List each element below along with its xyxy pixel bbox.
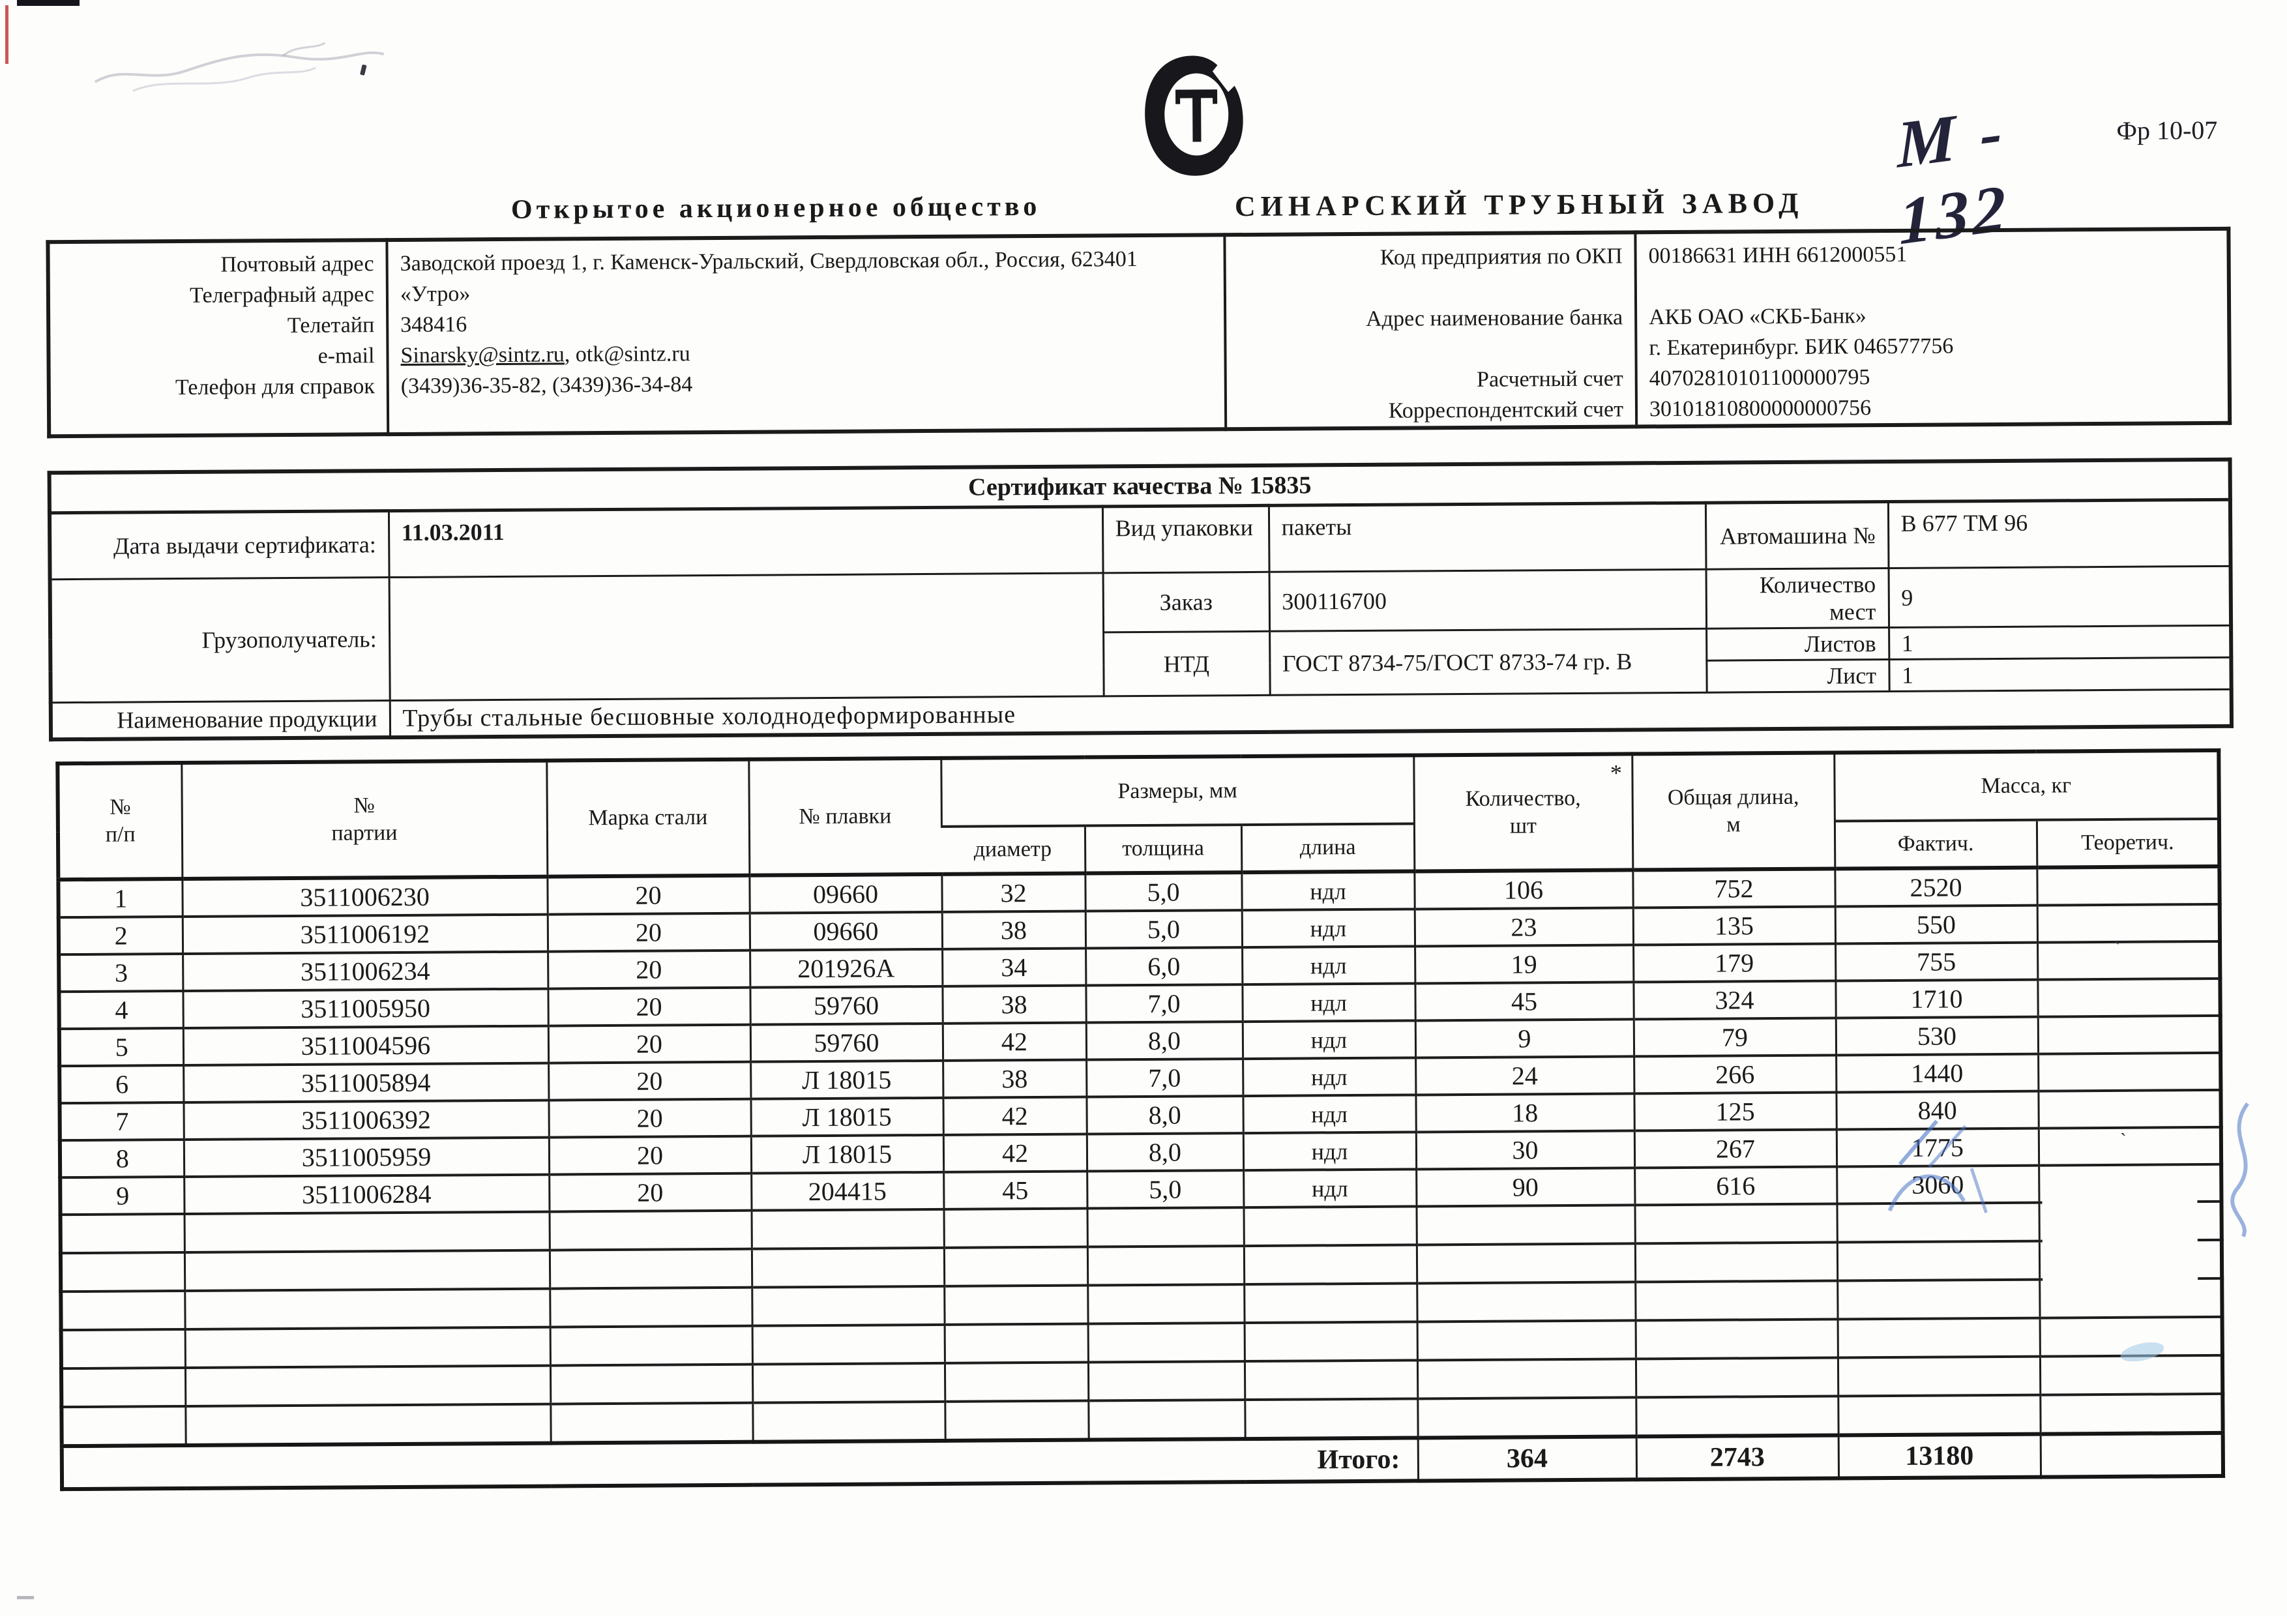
pen-squiggle-margin	[2214, 1098, 2273, 1242]
settlement-account-label: Расчетный счет	[1476, 366, 1623, 392]
totals-label: Итого:	[62, 1438, 1418, 1489]
telegraph-address-label: Телеграфный адрес	[189, 282, 375, 308]
sheet-value: 1	[1889, 657, 2231, 691]
table-row: 6 3511005894 20 Л 18015 38 7,0 ндл 24 266 1440	[59, 1053, 2221, 1103]
bank-city-bik-value: г. Екатеринбург. БИК 046577756	[1649, 334, 1954, 361]
table-row: 7 3511006392 20 Л 18015 42 8,0 ндл 18 125 840	[59, 1090, 2221, 1140]
okp-label: Код предприятия по ОКП	[1380, 244, 1623, 270]
scanner-edge-bar	[17, 0, 80, 6]
table-row: 4 3511005950 20 59760 38 7,0 ндл 45 324 1710	[59, 979, 2220, 1029]
issue-date-value: 11.03.2011	[389, 507, 1103, 578]
table-row: 9 3511006284 20 204415 45 5,0 ндл 90 616 3060	[60, 1164, 2221, 1215]
org-type-title: Открытое акционерное общество	[510, 191, 1041, 225]
melt-header: № плавки	[748, 758, 941, 876]
correspondent-account-value: 30101810800000000756	[1649, 396, 1872, 422]
ntd-label: НТД	[1103, 631, 1270, 696]
bank-values-cell	[1635, 229, 2230, 427]
sintz-logo-icon	[1136, 53, 1252, 179]
pencil-scribble	[87, 29, 394, 110]
pen-blot	[2110, 1335, 2175, 1368]
places-value: 9	[1889, 566, 2232, 627]
thickness-header: толщина	[1085, 825, 1241, 873]
mass-fact-header: Фактич.	[1835, 820, 2037, 869]
table-row: 1 3511006230 20 09660 32 5,0 ндл 106 752 2520	[58, 866, 2219, 917]
okp-inn-value: 00186631 ИНН 6612000551	[1648, 242, 1908, 269]
order-label: Заказ	[1103, 572, 1270, 632]
postal-address-label: Почтовый адрес	[220, 252, 374, 277]
truck-value: В 677 ТМ 96	[1888, 499, 2231, 568]
packaging-value: пакеты	[1269, 503, 1706, 572]
bank-name-value: АКБ ОАО «СКБ-Банк»	[1649, 304, 1866, 330]
total-length-header: Общая длина, м	[1632, 753, 1835, 870]
packaging-label: Вид упаковки	[1102, 505, 1269, 573]
mass-header: Масса, кг	[1834, 750, 2219, 821]
form-code: Фр 10-07	[2116, 115, 2218, 145]
contact-labels-cell	[48, 240, 388, 436]
mass-theor-header: Теоретич.	[2037, 819, 2219, 868]
sheet-label: Лист	[1706, 660, 1889, 693]
teletype-label: Телетайп	[287, 313, 375, 338]
consignee-label: Грузополучатель:	[50, 578, 390, 703]
correspondent-account-label: Корреспондентский счет	[1388, 397, 1624, 423]
telegraph-address-value: «Утро»	[400, 282, 471, 306]
bank-label: Адрес наименование банка	[1366, 305, 1623, 331]
table-row: 8 3511005959 20 Л 18015 42 8,0 ндл 30 267 1775	[60, 1127, 2221, 1177]
postal-address-value: Заводской проезд 1, г. Каменск-Уральский, Свердловская обл., Россия, 623401	[400, 247, 1138, 276]
product-label: Наименование продукции	[51, 701, 390, 739]
table-row: 2 3511006192 20 09660 38 5,0 ндл 23 135 550	[59, 904, 2220, 954]
contacts-table	[46, 227, 2232, 438]
email-primary: Sinarsky@sintz.ru	[400, 342, 565, 368]
pen-mark-row9	[1880, 1154, 2005, 1226]
qty-asterisk: *	[1610, 760, 1623, 786]
whiteout-patch	[2042, 1195, 2198, 1301]
phone-label: Телефон для справок	[175, 374, 375, 400]
email-label: e-mail	[317, 344, 375, 368]
ntd-value: ГОСТ 8734-75/ГОСТ 8733-74 гр. В	[1269, 628, 1707, 695]
totals-qty: 364	[1418, 1436, 1636, 1481]
places-label: Количество мест	[1706, 568, 1889, 629]
certificate-title: Сертификат качества № 15835	[50, 460, 2230, 513]
table-row: 3 3511006234 20 201926А 34 6,0 ндл 19 179 755	[59, 941, 2220, 992]
totals-mass-fact: 13180	[1838, 1434, 2041, 1479]
bank-labels-cell	[1224, 232, 1636, 429]
totals-mass-theor	[2041, 1433, 2223, 1477]
steel-header: Марка стали	[546, 760, 749, 877]
truck-label: Автомашина №	[1705, 502, 1889, 570]
diameter-header: диаметр	[941, 826, 1085, 874]
totals-length: 2743	[1636, 1436, 1838, 1480]
qty-header: * Количество, шт	[1413, 754, 1632, 871]
email-rest: , otk@sintz.ru	[564, 342, 690, 367]
table-row: 5 3511004596 20 59760 42 8,0 ндл 9 79 530	[59, 1016, 2221, 1066]
issue-date-label: Дата выдачи сертификата:	[50, 511, 389, 580]
teletype-value: 348416	[400, 312, 467, 337]
plant-name-title: СИНАРСКИЙ ТРУБНЫЙ ЗАВОД	[1234, 186, 1804, 223]
order-value: 300116700	[1269, 569, 1707, 631]
certificate-table	[48, 458, 2234, 741]
sheets-label: Листов	[1706, 628, 1889, 661]
pen-tick-1: `	[2114, 937, 2121, 960]
consignee-value	[389, 573, 1104, 701]
batch-header: № партии	[181, 761, 547, 879]
length-header: длина	[1241, 823, 1414, 872]
sheets-value: 1	[1889, 625, 2231, 659]
sizes-header: Размеры, мм	[941, 755, 1414, 826]
phone-value: (3439)36-35-82, (3439)36-34-84	[400, 372, 693, 398]
pen-tick-2: `	[2119, 1129, 2127, 1151]
handwritten-mark: М - 132	[1896, 94, 2011, 259]
settlement-account-value: 40702810101100000795	[1649, 365, 1870, 391]
contact-values-cell	[387, 235, 1226, 434]
product-value: Трубы стальные бесшовные холоднодеформированные	[390, 689, 2232, 737]
email-value	[400, 335, 1212, 371]
num-header: № п/п	[105, 794, 136, 847]
